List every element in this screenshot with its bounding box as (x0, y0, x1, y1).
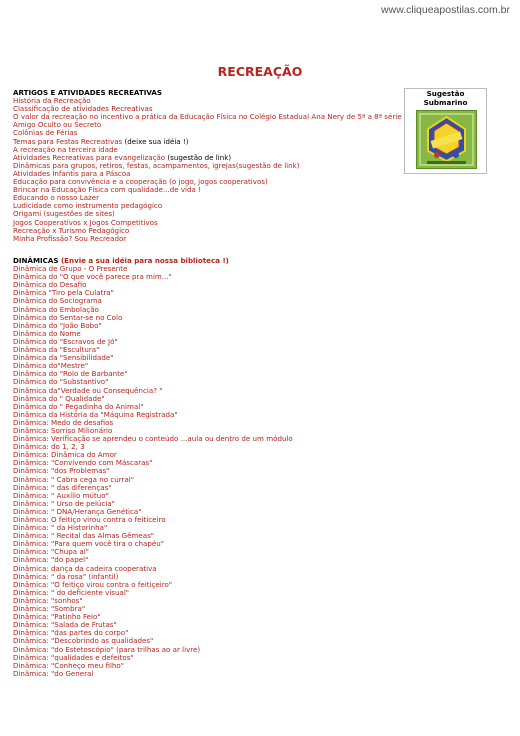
sidebar-title-line2: Submarino (423, 97, 468, 107)
article-link[interactable]: Educando o nosso Lazer (13, 193, 100, 203)
article-link[interactable]: Origami (sugestões de sites) (13, 209, 115, 219)
dynamic-link[interactable]: Dinâmica: "Patinho Feio" (13, 612, 101, 622)
dynamic-link[interactable]: Dinâmica: " da rosa" (infantil) (13, 571, 119, 581)
book-cover-image[interactable] (416, 110, 477, 169)
article-link[interactable]: Minha Profissão? Sou Recreador (13, 233, 127, 243)
dynamic-link[interactable]: Dinâmica: "O feitiço virou contra o feitiçeiro" (13, 579, 173, 589)
dynamic-link[interactable]: Dinâmica: "dos Problemas" (13, 466, 110, 476)
dynamics-list (13, 265, 395, 678)
dynamic-link[interactable]: Dinâmica da"Verdade ou Consequência? " (13, 385, 163, 395)
dynamic-link[interactable]: Dinâmica: "Sombra" (13, 604, 86, 614)
dynamic-link[interactable]: Dinâmica: "Para quem você tira o chapéu" (13, 539, 164, 549)
dynamic-link[interactable]: Dinâmica: "Salada de Frutas" (13, 620, 117, 630)
article-link[interactable]: Brincar na Educação Física com qualidade...de vida ! (13, 185, 201, 195)
dynamic-link[interactable]: Dinâmica: " do deficiente visual" (13, 587, 130, 597)
dynamic-link[interactable]: Dinâmica: "das partes do corpo" (13, 628, 129, 638)
dynamic-link[interactable]: Dinâmica: "Descobrindo as qualidades" (13, 636, 154, 646)
article-link[interactable]: História da Recreação (13, 96, 91, 106)
dynamics-section (13, 257, 395, 678)
site-watermark: www.cliqueapostilas.com.br (381, 4, 510, 16)
dynamic-link[interactable]: Dinâmica: " Auxílio mútuo" (13, 490, 109, 500)
dynamic-link[interactable]: Dinâmica do "O que você parece pra mim..." (13, 272, 172, 282)
article-link[interactable]: Atividades Infantis para a Páscoa (13, 168, 131, 178)
articles-heading: ARTIGOS E ATIVIDADES RECREATIVAS (13, 88, 162, 97)
dynamic-link[interactable]: Dinâmica: " DNA/Herança Genética" (13, 506, 142, 516)
sidebar-title-line1: Sugestão (426, 89, 465, 98)
dynamic-link[interactable]: Dinâmica de Grupo - O Presente (13, 264, 128, 274)
dynamic-link[interactable]: Dinâmica: dança da cadeira cooperativa (13, 563, 157, 573)
dynamic-link[interactable]: Dinâmica: "do General (13, 668, 94, 678)
dynamic-link[interactable]: Dinâmica: Medo de desafios (13, 417, 114, 427)
dynamic-link[interactable]: Dinâmica do Embolação (13, 304, 99, 314)
dynamic-link[interactable]: Dinâmica: Dinâmica do Amor (13, 450, 117, 460)
dynamics-heading-label: DINÂMICAS (13, 256, 59, 265)
dynamics-heading-note: (Envie a sua idéia para nossa biblioteca !) (58, 256, 229, 265)
dynamic-link[interactable]: Dinâmica: "qualidades e defeitos" (13, 652, 134, 662)
dynamic-link[interactable]: Dinâmica da "Sensibilidade" (13, 353, 114, 363)
article-link[interactable]: Educação para convivência e a cooperação (o jogo, jogos cooperativos) (13, 177, 268, 187)
article-item (13, 235, 395, 243)
article-link[interactable]: O valor da recreação no incentivo a prática da Educação Física no Colégio Estadual Ana Nery de 5ª a 8ª série (13, 112, 402, 122)
dynamic-link[interactable]: Dinâmica: Verificação se aprendeu o conteúdo ...aula ou dentro de um módulo (13, 434, 293, 444)
book-cover-icon (417, 111, 476, 168)
dynamic-link[interactable]: Dinâmica do Nome (13, 328, 81, 338)
sidebar-suggestion (404, 88, 487, 174)
dynamic-link[interactable]: Dinâmica do Sociograma (13, 296, 102, 306)
article-link[interactable]: Amigo Oculto ou Secreto (13, 120, 102, 130)
articles-list (13, 96, 402, 243)
articles-section (13, 88, 402, 243)
dynamic-link[interactable]: Dinâmica: " da Historinha" (13, 523, 108, 533)
dynamic-link[interactable]: Dinâmica: " Urso de pelúcia" (13, 498, 115, 508)
article-link[interactable]: Recreação x Turismo Pedagógico (13, 225, 130, 235)
dynamic-link[interactable]: Dinâmica do"Mestre" (13, 361, 89, 371)
dynamic-link[interactable]: Dinâmica do Desafio (13, 280, 87, 290)
dynamic-link[interactable]: Dinâmica do " Pegadinha do Animal" (13, 401, 144, 411)
page-title: RECREAÇÃO (217, 64, 303, 79)
dynamic-link[interactable]: Dinâmica da História da "Máquina Registrada" (13, 409, 178, 419)
dynamic-link[interactable]: Dinâmica da "Escultura" (13, 345, 100, 355)
article-link[interactable]: Ludicidade como instrumento pedagógico (13, 201, 163, 211)
dynamic-link[interactable]: Dinâmica: "sonhos" (13, 595, 83, 605)
dynamic-link[interactable]: Dinâmica: " das diferenças" (13, 482, 112, 492)
dynamic-link[interactable]: Dinâmica: "Conheço meu filho" (13, 660, 125, 670)
article-link[interactable]: Atividades Recreativas para evangelização (13, 152, 166, 162)
dynamic-link[interactable]: Dinâmica: " Recital das Almas Gêmeas" (13, 531, 155, 541)
sidebar-title (405, 90, 486, 107)
article-note: (sugestão de link) (165, 152, 232, 162)
dynamic-link[interactable]: Dinâmica: do 1, 2, 3 (13, 442, 85, 452)
dynamic-link[interactable]: Dinâmica do "João Bobo" (13, 320, 102, 330)
dynamic-link[interactable]: Dinâmica: "Convivendo com Máscaras" (13, 458, 153, 468)
article-link[interactable]: A recreação na terceira idade (13, 144, 118, 154)
article-link[interactable]: Dinâmicas para grupos, retiros, festas, acampamentos, igrejas(sugestão de link) (13, 160, 300, 170)
dynamic-link[interactable]: Dinâmica: " Cabra cega no curral" (13, 474, 135, 484)
dynamic-link[interactable]: Dinâmica do "Escravos de Jó" (13, 336, 118, 346)
dynamic-link[interactable]: Dinâmica: O feitiço virou contra o feiticeiro (13, 515, 166, 524)
dynamic-link[interactable]: Dinâmica "Tiro pela Culatra" (13, 288, 114, 298)
article-link[interactable]: Classificação de atividades Recreativas (13, 104, 153, 114)
dynamic-link[interactable]: Dinâmica: "do papel" (13, 555, 89, 565)
dynamic-link[interactable]: Dinâmica: Sorriso Milionário (13, 425, 113, 435)
article-link[interactable]: Temas para Festas Recreativas (13, 136, 123, 146)
dynamic-link[interactable]: Dinâmica: "Chupa aí" (13, 547, 89, 557)
dynamic-link[interactable]: Dinâmica do "Substantivo" (13, 377, 109, 387)
article-link[interactable]: Jogos Cooperativos x Jogos Competitivos (13, 217, 158, 227)
dynamic-link[interactable]: Dinâmica do Sentar-se no Colo (13, 312, 123, 322)
dynamic-link[interactable]: Dinâmica do "Rolo de Barbante" (13, 369, 128, 379)
dynamic-link[interactable]: Dinâmica do " Qualidade" (13, 393, 105, 403)
article-link[interactable]: Colônias de Férias (13, 128, 78, 138)
dynamic-link[interactable]: Dinâmica: "do Estetoscópio" (para trilhas ao ar livre) (13, 644, 201, 654)
article-note: (deixe sua idéia !) (122, 136, 189, 146)
